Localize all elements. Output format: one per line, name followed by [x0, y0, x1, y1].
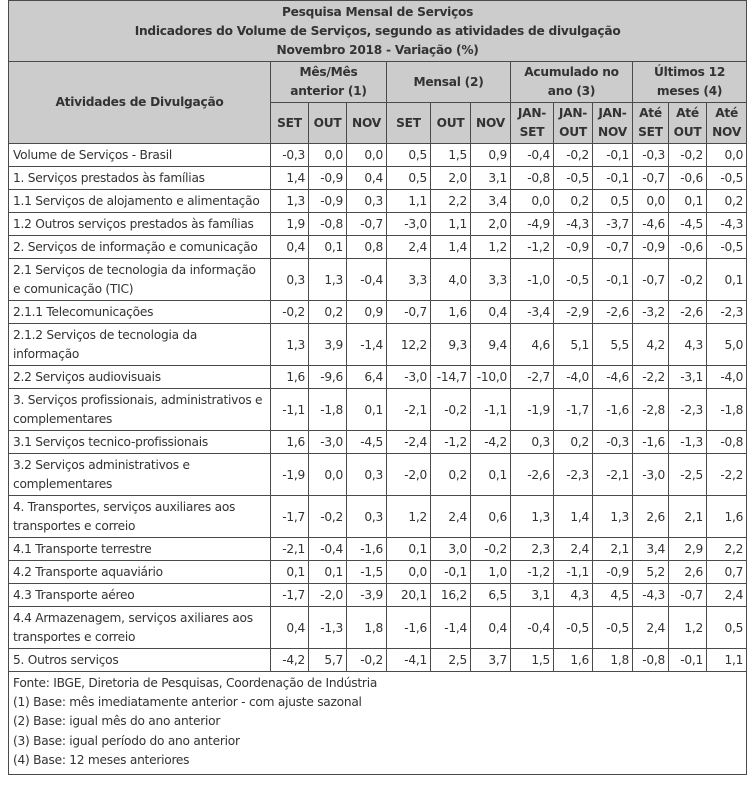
activity-name: 1.2 Outros serviços prestados às famílias: [9, 213, 271, 236]
value-cell: 0,5: [707, 607, 747, 649]
group-header-ultimos-12: Últimos 12 meses (4): [633, 62, 747, 103]
table-row: [9, 324, 747, 366]
footnote-source: Fonte: IBGE, Diretoria de Pesquisas, Coordenação de Indústria: [13, 676, 378, 690]
value-cell: -4,2: [271, 649, 309, 672]
table-row: [9, 144, 747, 167]
value-cell: 2,4: [387, 236, 431, 259]
value-cell: -3,0: [387, 213, 431, 236]
value-cell: 3,9: [309, 324, 347, 366]
value-cell: 3,3: [387, 259, 431, 301]
group-header-acumulado: Acumulado no ano (3): [511, 62, 633, 103]
table-row: [9, 236, 747, 259]
value-cell: 3,4: [471, 190, 511, 213]
value-cell: -2,2: [633, 366, 669, 389]
column-header: SET: [387, 103, 431, 144]
value-cell: -1,1: [554, 561, 593, 584]
value-cell: -0,1: [593, 144, 633, 167]
value-cell: 0,1: [707, 259, 747, 301]
value-cell: 1,8: [593, 649, 633, 672]
value-cell: -1,7: [271, 496, 309, 538]
value-cell: -0,2: [669, 144, 707, 167]
activity-name: 1.1 Serviços de alojamento e alimentação: [9, 190, 271, 213]
value-cell: 2,2: [707, 538, 747, 561]
value-cell: 2,9: [669, 538, 707, 561]
value-cell: 3,3: [471, 259, 511, 301]
value-cell: 1,6: [271, 366, 309, 389]
value-cell: -2,6: [669, 301, 707, 324]
value-cell: -1,2: [431, 431, 471, 454]
table-row: [9, 496, 747, 538]
value-cell: -3,0: [633, 454, 669, 496]
value-cell: 4,5: [593, 584, 633, 607]
value-cell: -0,7: [633, 259, 669, 301]
value-cell: -0,5: [554, 607, 593, 649]
value-cell: -4,3: [633, 584, 669, 607]
value-cell: -2,3: [554, 454, 593, 496]
value-cell: -0,6: [669, 236, 707, 259]
value-cell: 0,2: [431, 454, 471, 496]
value-cell: -1,1: [471, 389, 511, 431]
activity-name: 5. Outros serviços: [9, 649, 271, 672]
value-cell: 0,9: [471, 144, 511, 167]
value-cell: -0,9: [309, 167, 347, 190]
value-cell: 5,5: [593, 324, 633, 366]
value-cell: -0,4: [511, 607, 554, 649]
value-cell: -2,4: [387, 431, 431, 454]
table-footnotes: [9, 672, 747, 775]
value-cell: 0,7: [707, 561, 747, 584]
value-cell: 5,7: [309, 649, 347, 672]
value-cell: -0,5: [707, 167, 747, 190]
value-cell: -3,2: [633, 301, 669, 324]
value-cell: 2,6: [633, 496, 669, 538]
value-cell: -4,6: [633, 213, 669, 236]
value-cell: -0,5: [593, 607, 633, 649]
value-cell: 4,6: [511, 324, 554, 366]
value-cell: 1,1: [387, 190, 431, 213]
value-cell: 1,3: [593, 496, 633, 538]
value-cell: -1,2: [511, 561, 554, 584]
value-cell: -0,8: [707, 431, 747, 454]
value-cell: -0,1: [431, 561, 471, 584]
value-cell: -2,2: [707, 454, 747, 496]
value-cell: 0,3: [347, 190, 387, 213]
value-cell: -4,6: [593, 366, 633, 389]
value-cell: -1,8: [309, 389, 347, 431]
value-cell: 2,0: [471, 213, 511, 236]
activity-name: 3.1 Serviços tecnico-profissionais: [9, 431, 271, 454]
value-cell: 2,2: [431, 190, 471, 213]
value-cell: -3,9: [347, 584, 387, 607]
value-cell: -0,2: [471, 538, 511, 561]
value-cell: -2,9: [554, 301, 593, 324]
value-cell: -0,7: [669, 584, 707, 607]
value-cell: -9,6: [309, 366, 347, 389]
table-row: [9, 389, 747, 431]
value-cell: 1,4: [431, 236, 471, 259]
value-cell: -3,4: [511, 301, 554, 324]
value-cell: 0,5: [387, 144, 431, 167]
value-cell: -0,4: [309, 538, 347, 561]
value-cell: -4,3: [707, 213, 747, 236]
value-cell: -1,3: [309, 607, 347, 649]
value-cell: 2,5: [431, 649, 471, 672]
table-row: [9, 538, 747, 561]
value-cell: 3,4: [633, 538, 669, 561]
value-cell: -1,0: [511, 259, 554, 301]
value-cell: 9,3: [431, 324, 471, 366]
value-cell: -4,5: [669, 213, 707, 236]
value-cell: -2,3: [707, 301, 747, 324]
value-cell: 1,2: [471, 236, 511, 259]
value-cell: -1,7: [271, 584, 309, 607]
group-header-mensal: Mensal (2): [387, 62, 511, 103]
value-cell: -0,2: [554, 144, 593, 167]
column-header: OUT: [309, 103, 347, 144]
value-cell: 0,1: [309, 561, 347, 584]
value-cell: 5,0: [707, 324, 747, 366]
value-cell: 9,4: [471, 324, 511, 366]
value-cell: 1,3: [271, 324, 309, 366]
value-cell: 3,7: [471, 649, 511, 672]
value-cell: -14,7: [431, 366, 471, 389]
activity-name: 2.1.2 Serviços de tecnologia da informação: [9, 324, 271, 366]
value-cell: -2,3: [669, 389, 707, 431]
value-cell: 0,9: [347, 301, 387, 324]
value-cell: 20,1: [387, 584, 431, 607]
value-cell: 1,1: [707, 649, 747, 672]
value-cell: -0,2: [271, 301, 309, 324]
activity-name: 4.2 Transporte aquaviário: [9, 561, 271, 584]
value-cell: 1,3: [271, 190, 309, 213]
value-cell: -0,4: [511, 144, 554, 167]
value-cell: 2,4: [554, 538, 593, 561]
value-cell: 6,5: [471, 584, 511, 607]
value-cell: -0,9: [633, 236, 669, 259]
value-cell: 3,1: [471, 167, 511, 190]
value-cell: 0,3: [347, 454, 387, 496]
value-cell: -0,9: [309, 190, 347, 213]
activity-name: 4. Transportes, serviços auxiliares aos transportes e correio: [9, 496, 271, 538]
activity-name: 2.1 Serviços de tecnologia da informação e comunicação (TIC): [9, 259, 271, 301]
column-header: JAN-NOV: [593, 103, 633, 144]
value-cell: -1,1: [271, 389, 309, 431]
value-cell: 4,2: [633, 324, 669, 366]
activity-name: 4.1 Transporte terrestre: [9, 538, 271, 561]
column-header: NOV: [471, 103, 511, 144]
footnote-1: (1) Base: mês imediatamente anterior - com ajuste sazonal: [13, 695, 362, 710]
value-cell: -1,4: [347, 324, 387, 366]
value-cell: -0,9: [593, 561, 633, 584]
value-cell: -2,1: [271, 538, 309, 561]
value-cell: -1,8: [707, 389, 747, 431]
value-cell: 2,4: [707, 584, 747, 607]
value-cell: 0,4: [271, 236, 309, 259]
value-cell: 0,1: [387, 538, 431, 561]
activity-name: 2.1.1 Telecomunicações: [9, 301, 271, 324]
value-cell: 0,1: [471, 454, 511, 496]
value-cell: -0,8: [511, 167, 554, 190]
value-cell: -0,5: [554, 167, 593, 190]
value-cell: 0,3: [511, 431, 554, 454]
value-cell: 16,2: [431, 584, 471, 607]
services-volume-table: [8, 0, 747, 775]
value-cell: 1,6: [271, 431, 309, 454]
value-cell: 1,6: [431, 301, 471, 324]
value-cell: -0,3: [271, 144, 309, 167]
value-cell: -0,1: [669, 649, 707, 672]
value-cell: 1,4: [271, 167, 309, 190]
title-line-1: Pesquisa Mensal de Serviços: [281, 4, 474, 19]
value-cell: -2,6: [593, 301, 633, 324]
activity-column-header: Atividades de Divulgação: [9, 62, 271, 144]
value-cell: -10,0: [471, 366, 511, 389]
value-cell: 0,2: [707, 190, 747, 213]
value-cell: -2,8: [633, 389, 669, 431]
activity-name: 2.2 Serviços audiovisuais: [9, 366, 271, 389]
value-cell: -0,5: [707, 236, 747, 259]
table-title: [9, 1, 747, 62]
value-cell: 0,2: [554, 431, 593, 454]
column-header: JAN-SET: [511, 103, 554, 144]
value-cell: 4,3: [669, 324, 707, 366]
table-row: [9, 584, 747, 607]
activity-name: 1. Serviços prestados às famílias: [9, 167, 271, 190]
value-cell: 0,1: [271, 561, 309, 584]
table-row: [9, 454, 747, 496]
table-row: [9, 301, 747, 324]
column-header: Até SET: [633, 103, 669, 144]
value-cell: -3,0: [387, 366, 431, 389]
value-cell: -0,7: [633, 167, 669, 190]
value-cell: -3,7: [593, 213, 633, 236]
value-cell: 1,1: [431, 213, 471, 236]
table-container: [8, 0, 746, 775]
value-cell: 2,4: [633, 607, 669, 649]
value-cell: -3,1: [669, 366, 707, 389]
value-cell: -0,3: [593, 431, 633, 454]
value-cell: 0,0: [309, 144, 347, 167]
value-cell: -2,1: [593, 454, 633, 496]
value-cell: 0,4: [471, 301, 511, 324]
value-cell: -0,8: [309, 213, 347, 236]
column-header: JAN-OUT: [554, 103, 593, 144]
table-row: [9, 190, 747, 213]
value-cell: 1,6: [707, 496, 747, 538]
activity-name: 2. Serviços de informação e comunicação: [9, 236, 271, 259]
value-cell: -0,1: [593, 167, 633, 190]
value-cell: -0,2: [431, 389, 471, 431]
value-cell: 2,1: [593, 538, 633, 561]
value-cell: -2,0: [309, 584, 347, 607]
value-cell: 0,2: [554, 190, 593, 213]
value-cell: 6,4: [347, 366, 387, 389]
group-header-mes-mes: Mês/Mês anterior (1): [271, 62, 387, 103]
value-cell: 1,6: [554, 649, 593, 672]
value-cell: 4,0: [431, 259, 471, 301]
value-cell: -2,7: [511, 366, 554, 389]
column-header: Até OUT: [669, 103, 707, 144]
value-cell: -1,5: [347, 561, 387, 584]
value-cell: -0,7: [387, 301, 431, 324]
table-row: [9, 366, 747, 389]
value-cell: -0,4: [347, 259, 387, 301]
value-cell: -1,2: [511, 236, 554, 259]
value-cell: 0,5: [593, 190, 633, 213]
value-cell: 0,3: [271, 259, 309, 301]
footnote-4: (4) Base: 12 meses anteriores: [13, 752, 190, 767]
table-row: [9, 431, 747, 454]
value-cell: 1,3: [309, 259, 347, 301]
value-cell: -1,3: [669, 431, 707, 454]
value-cell: 1,9: [271, 213, 309, 236]
column-header: SET: [271, 103, 309, 144]
value-cell: 2,4: [431, 496, 471, 538]
table-row: [9, 167, 747, 190]
value-cell: 0,1: [309, 236, 347, 259]
activity-name: Volume de Serviços - Brasil: [9, 144, 271, 167]
value-cell: -0,8: [633, 649, 669, 672]
value-cell: -3,0: [309, 431, 347, 454]
value-cell: 3,0: [431, 538, 471, 561]
value-cell: 0,0: [347, 144, 387, 167]
column-header: OUT: [431, 103, 471, 144]
value-cell: 5,2: [633, 561, 669, 584]
value-cell: 1,4: [554, 496, 593, 538]
value-cell: -1,9: [511, 389, 554, 431]
value-cell: 2,1: [669, 496, 707, 538]
value-cell: -4,3: [554, 213, 593, 236]
value-cell: -0,2: [347, 649, 387, 672]
value-cell: -0,2: [309, 496, 347, 538]
value-cell: -1,9: [271, 454, 309, 496]
value-cell: 0,4: [347, 167, 387, 190]
value-cell: -1,7: [554, 389, 593, 431]
value-cell: 2,6: [669, 561, 707, 584]
value-cell: 2,0: [431, 167, 471, 190]
value-cell: -0,1: [593, 259, 633, 301]
value-cell: 0,0: [309, 454, 347, 496]
value-cell: 4,3: [554, 584, 593, 607]
value-cell: 0,0: [633, 190, 669, 213]
value-cell: -0,3: [633, 144, 669, 167]
value-cell: -1,4: [431, 607, 471, 649]
activity-name: 3. Serviços profissionais, administrativos e complementares: [9, 389, 271, 431]
value-cell: 1,3: [511, 496, 554, 538]
activity-name: 4.4 Armazenagem, serviços axiliares aos transportes e correio: [9, 607, 271, 649]
column-header: Até NOV: [707, 103, 747, 144]
value-cell: 3,1: [511, 584, 554, 607]
value-cell: -1,6: [633, 431, 669, 454]
value-cell: 0,1: [347, 389, 387, 431]
value-cell: -4,1: [387, 649, 431, 672]
table-row: [9, 649, 747, 672]
value-cell: 0,4: [471, 607, 511, 649]
value-cell: 1,5: [431, 144, 471, 167]
value-cell: 1,2: [387, 496, 431, 538]
value-cell: 0,6: [471, 496, 511, 538]
table-row: [9, 213, 747, 236]
value-cell: 5,1: [554, 324, 593, 366]
value-cell: -4,0: [554, 366, 593, 389]
value-cell: 0,1: [669, 190, 707, 213]
activity-name: 4.3 Transporte aéreo: [9, 584, 271, 607]
value-cell: -0,7: [593, 236, 633, 259]
footnote-2: (2) Base: igual mês do ano anterior: [13, 714, 221, 729]
value-cell: 0,2: [309, 301, 347, 324]
value-cell: -0,5: [554, 259, 593, 301]
title-line-2: Indicadores do Volume de Serviços, segundo as atividades de divulgação: [134, 23, 621, 38]
value-cell: 0,0: [387, 561, 431, 584]
value-cell: 0,0: [707, 144, 747, 167]
value-cell: -0,9: [554, 236, 593, 259]
value-cell: 1,5: [511, 649, 554, 672]
value-cell: -0,2: [669, 259, 707, 301]
value-cell: -1,6: [593, 389, 633, 431]
title-line-3: Novembro 2018 - Variação (%): [276, 42, 479, 57]
value-cell: -4,5: [347, 431, 387, 454]
value-cell: -2,6: [511, 454, 554, 496]
value-cell: 1,0: [471, 561, 511, 584]
value-cell: -0,7: [347, 213, 387, 236]
value-cell: 1,8: [347, 607, 387, 649]
footnote-3: (3) Base: igual período do ano anterior: [13, 733, 240, 748]
value-cell: -4,0: [707, 366, 747, 389]
value-cell: 0,4: [271, 607, 309, 649]
value-cell: 0,5: [387, 167, 431, 190]
value-cell: 2,3: [511, 538, 554, 561]
value-cell: -4,9: [511, 213, 554, 236]
table-row: [9, 607, 747, 649]
activity-name: 3.2 Serviços administrativos e complementares: [9, 454, 271, 496]
value-cell: -4,2: [471, 431, 511, 454]
value-cell: 12,2: [387, 324, 431, 366]
value-cell: 0,3: [347, 496, 387, 538]
value-cell: 0,8: [347, 236, 387, 259]
value-cell: -1,6: [387, 607, 431, 649]
value-cell: 1,2: [669, 607, 707, 649]
value-cell: -0,6: [669, 167, 707, 190]
table-row: [9, 259, 747, 301]
table-row: [9, 561, 747, 584]
value-cell: 0,0: [511, 190, 554, 213]
value-cell: -2,0: [387, 454, 431, 496]
value-cell: -2,5: [669, 454, 707, 496]
column-header: NOV: [347, 103, 387, 144]
value-cell: -1,6: [347, 538, 387, 561]
value-cell: -2,1: [387, 389, 431, 431]
